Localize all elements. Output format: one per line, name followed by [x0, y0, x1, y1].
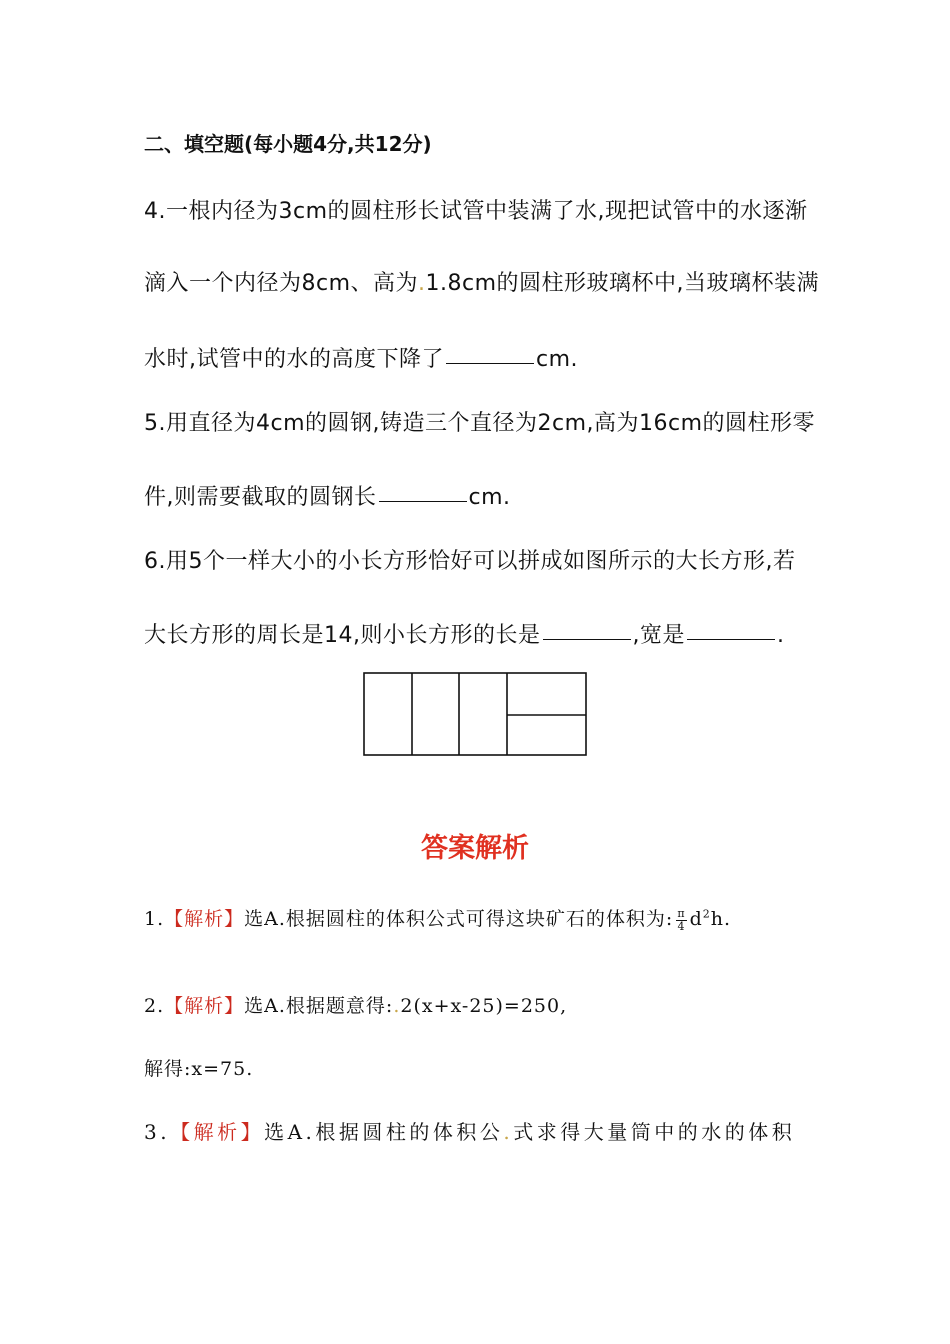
formula-exponent: 2 — [702, 907, 711, 921]
q6-period: . — [777, 623, 785, 648]
answer-equation: 2(x+x-25)=250, — [400, 995, 568, 1017]
analysis-tag: 【解析】 — [164, 995, 245, 1017]
answer-2 — [144, 991, 567, 1018]
answer-number: 1. — [144, 908, 165, 930]
answer-blank-width[interactable] — [687, 638, 775, 640]
answer-2-solution: 解得:x=75. — [144, 1058, 254, 1080]
analysis-tag: 【解析】 — [170, 1120, 265, 1144]
fraction-denominator: 4 — [677, 919, 686, 933]
big-rectangle — [364, 673, 586, 755]
answer-blank-length[interactable] — [543, 638, 631, 640]
question-5-line-1: 5.用直径为4cm的圆钢,铸造三个直径为2cm,高为16cm的圆柱形零 — [144, 411, 816, 436]
question-6-line-1: 6.用5个一样大小的小长方形恰好可以拼成如图所示的大长方形,若 — [144, 549, 796, 574]
q4-line2-part-b: 1.8cm的圆柱形玻璃杯中,当玻璃杯装满 — [425, 271, 820, 296]
answer-text: 选A.根据题意得: — [244, 995, 394, 1017]
answer-number: 2. — [144, 995, 165, 1017]
section-title: 二、填空题(每小题4分,共12分) — [144, 132, 432, 156]
rectangle-figure — [363, 672, 589, 758]
question-4-line-3 — [144, 342, 578, 373]
answer-text: 选A.根据圆柱的体积公式可得这块矿石的体积为: — [244, 908, 674, 930]
answer-number: 3. — [144, 1120, 171, 1144]
pi-over-4-fraction — [676, 908, 686, 933]
answer-1 — [144, 904, 731, 933]
q6-line2-text: 大长方形的周长是14,则小长方形的长是 — [144, 623, 541, 648]
q6-width-label: ,宽是 — [632, 623, 685, 648]
formula-d: d — [689, 908, 703, 930]
stray-dot: . — [393, 995, 401, 1017]
q4-stray-dot: . — [418, 271, 426, 296]
q4-unit: cm. — [536, 347, 579, 372]
question-4-line-1: 4.一根内径为3cm的圆柱形长试管中装满了水,现把试管中的水逐渐 — [144, 199, 808, 224]
answer-text-part-2: 式求得大量筒中的水的体积 — [513, 1120, 796, 1144]
answer-3 — [144, 1116, 795, 1145]
answer-text-part-1: 选A.根据圆柱的体积公 — [264, 1120, 504, 1144]
analysis-tag: 【解析】 — [164, 908, 245, 930]
formula-h: h. — [710, 908, 732, 930]
answers-title: 答案解析 — [421, 833, 529, 864]
question-5-line-2 — [144, 480, 511, 511]
question-6-line-2 — [144, 618, 785, 649]
q5-line2-text: 件,则需要截取的圆钢长 — [144, 485, 377, 510]
stray-dot: . — [503, 1120, 514, 1144]
q5-unit: cm. — [468, 485, 511, 510]
q4-line3-text: 水时,试管中的水的高度下降了 — [144, 347, 444, 372]
fraction-numerator: π — [677, 906, 686, 920]
answer-blank[interactable] — [379, 500, 467, 502]
answer-blank[interactable] — [446, 362, 534, 364]
q4-line2-part-a: 滴入一个内径为8cm、高为 — [144, 271, 419, 296]
question-4-line-2 — [144, 266, 819, 297]
